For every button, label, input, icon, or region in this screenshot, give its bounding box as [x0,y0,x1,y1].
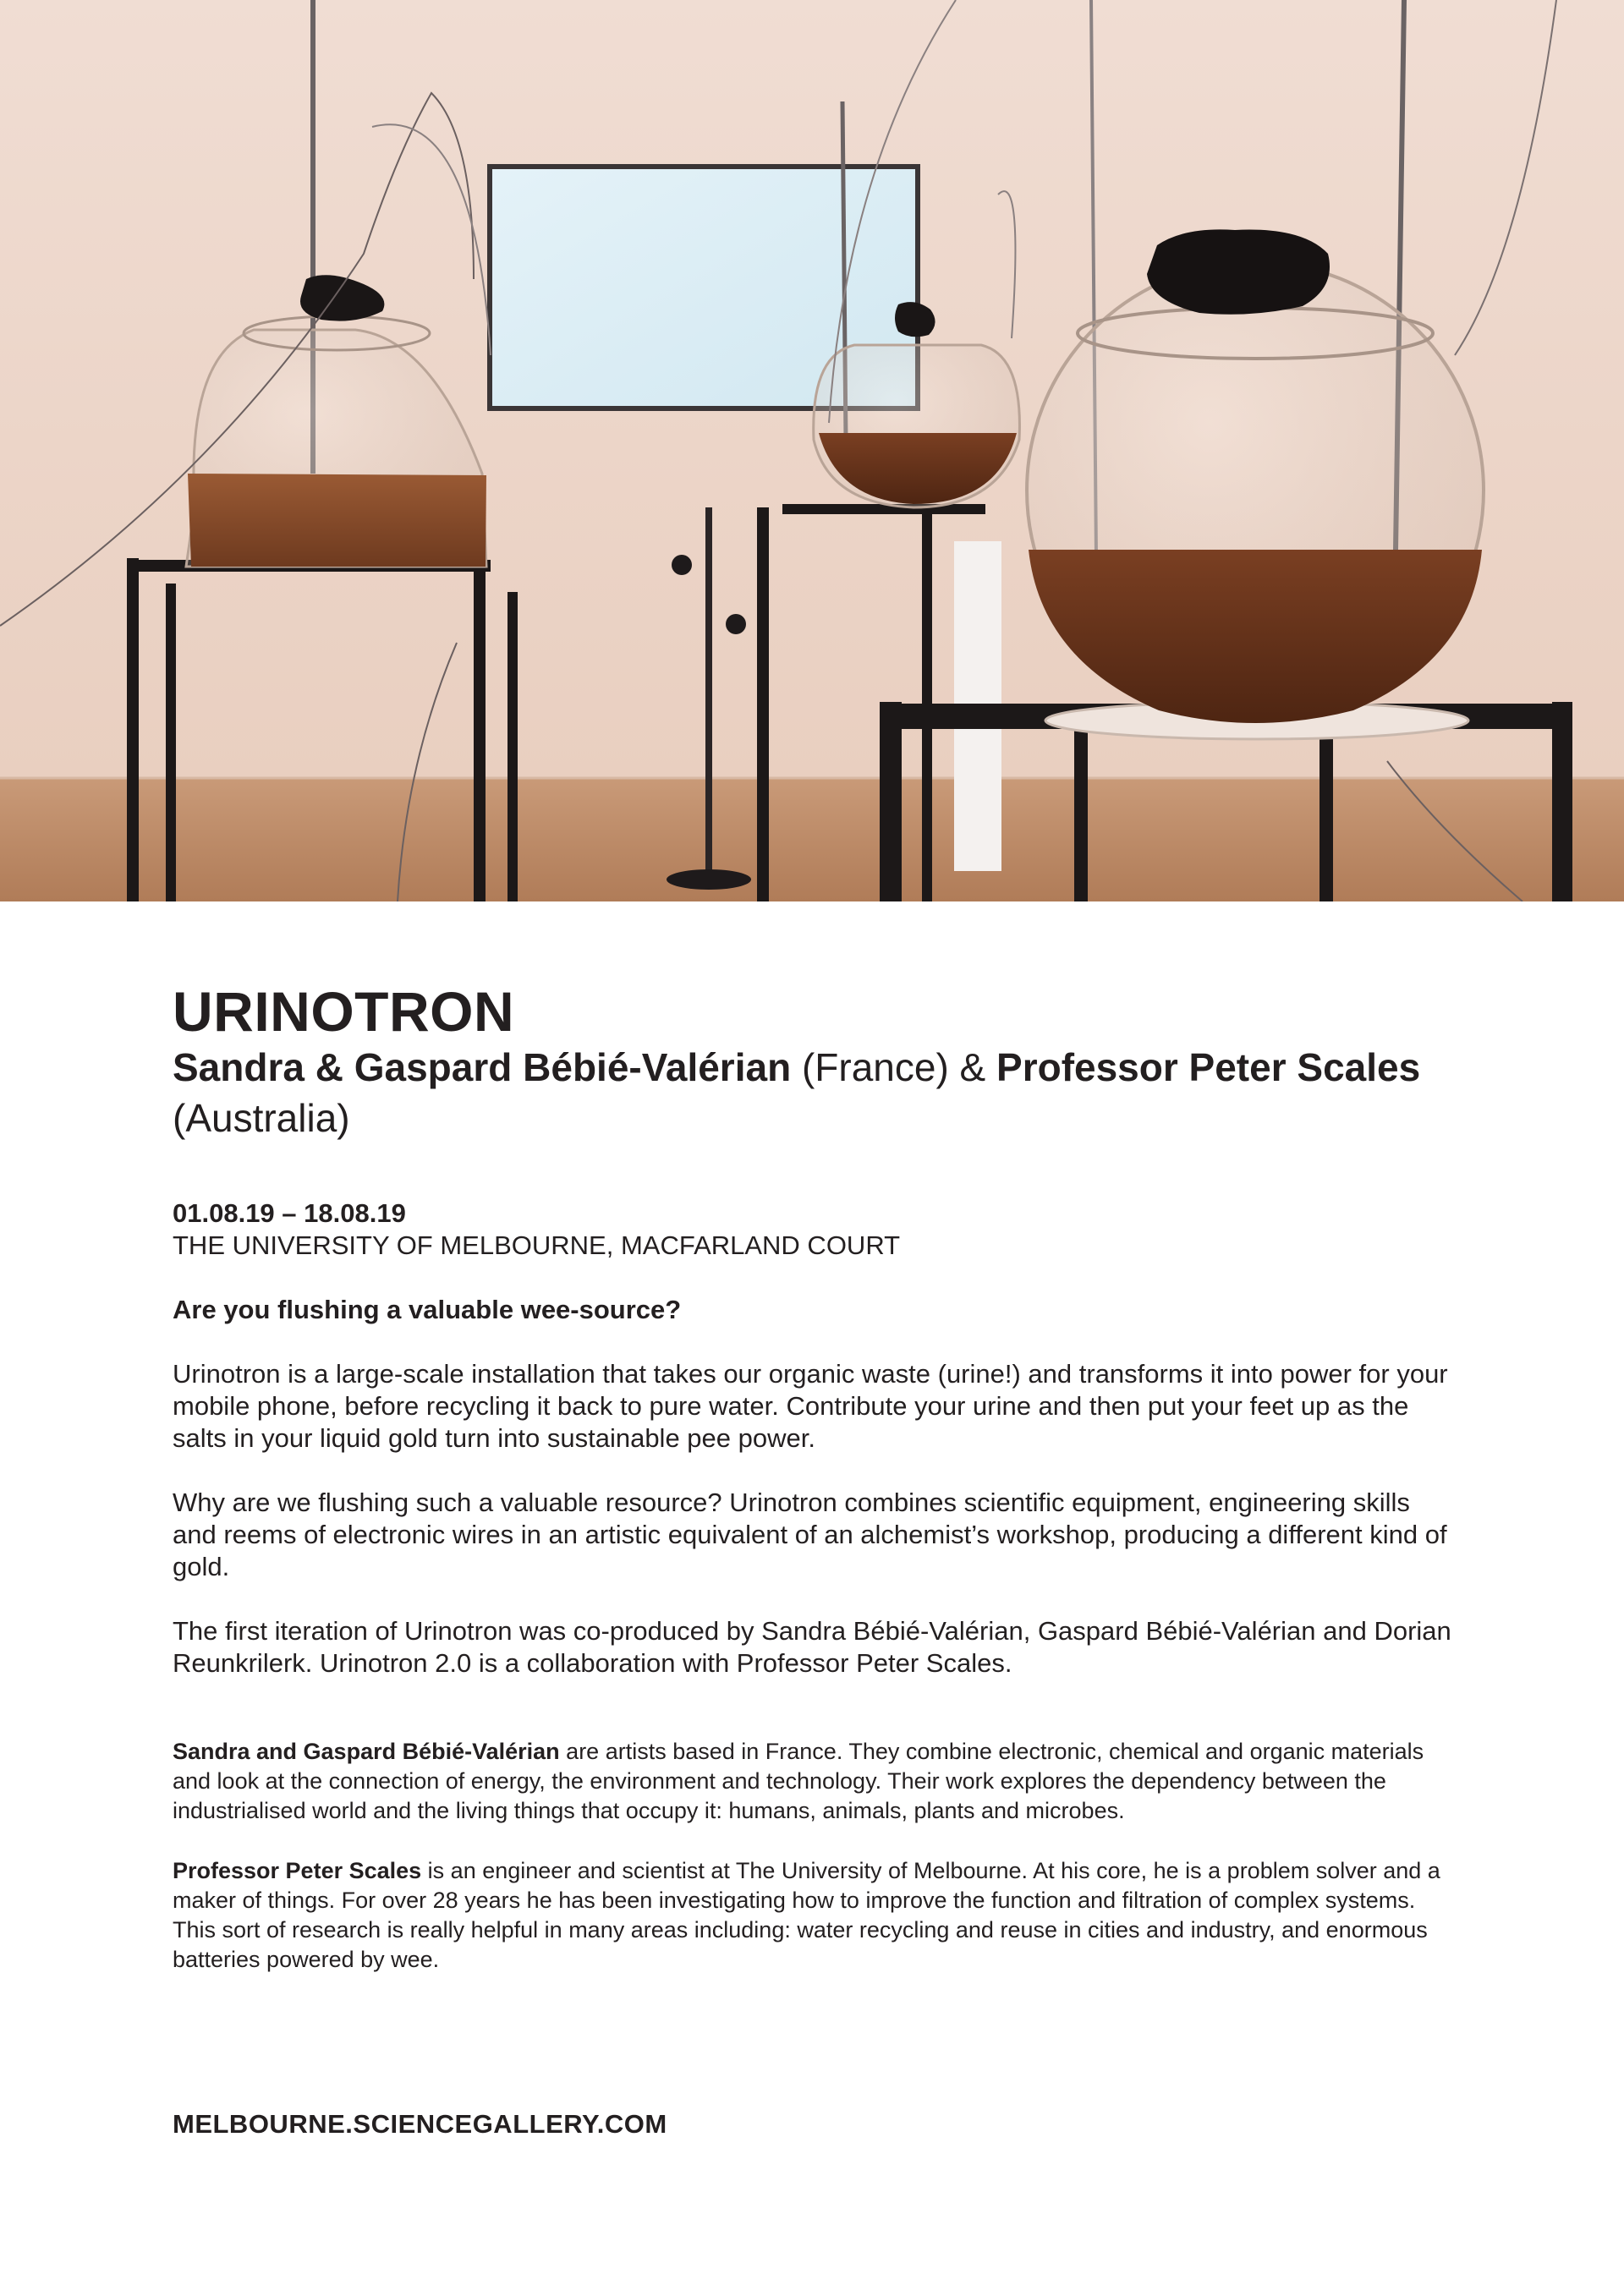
website-url: MELBOURNE.SCIENCEGALLERY.COM [173,2109,667,2139]
event-dates: 01.08.19 – 18.08.19 [173,1198,406,1228]
artist-australia: Professor Peter Scales [996,1045,1421,1089]
ampersand: & [959,1045,986,1089]
lead-question: Are you flushing a valuable wee-source? [173,1295,682,1324]
installation-photo [0,0,1624,901]
artist-credits [173,1042,1458,1143]
artists-france: Sandra & Gaspard Bébié-Valérian [173,1045,792,1089]
article [173,981,1458,1975]
bio-scientist [173,1856,1458,1975]
paragraph-1: Urinotron is a large-scale installation that takes our organic waste (urine!) and transforms it into power for your mobile phone, before recycling it back to pure water. Contribute your urine and then put your feet up as the salts in your liquid gold turn into sustainable pee power. [173,1359,1448,1453]
bio-scientist-text: is an engineer and scientist at The University of Melbourne. At his core, he is a problem solver and a maker of things. For over 28 years he has been investigating how to improve the function and filtration of complex systems. This sort of research is really helpful in many areas including: water recycling and reuse in cities and industry, and enormous batteries powered by wee. [173,1858,1440,1972]
page-title: URINOTRON [173,980,515,1043]
country-france: (France) [801,1045,949,1089]
bio-scientist-name: Professor Peter Scales [173,1858,422,1883]
event-venue: THE UNIVERSITY OF MELBOURNE, MACFARLAND COURT [173,1230,901,1260]
paragraph-3: The first iteration of Urinotron was co-produced by Sandra Bébié-Valérian, Gaspard Bébié-Valérian and Dorian Reunkrilerk. Urinotron 2.0 is a collaboration with Professor Peter Scales. [173,1616,1451,1678]
paragraph-2: Why are we flushing such a valuable resource? Urinotron combines scientific equipment, engineering skills and reems of electronic wires in an artistic equivalent of an alchemist’s workshop, producing a different kind of gold. [173,1488,1447,1581]
country-australia: (Australia) [173,1096,350,1140]
bio-artists-name: Sandra and Gaspard Bébié-Valérian [173,1739,560,1764]
bio-artists [173,1737,1458,1826]
bio-artists-text: are artists based in France. They combine electronic, chemical and organic materials and look at the connection of energy, the environment and technology. Their work explores the dependency between the industrialised world and the living things that occupy it: humans, animals, plants and microbes. [173,1739,1424,1823]
